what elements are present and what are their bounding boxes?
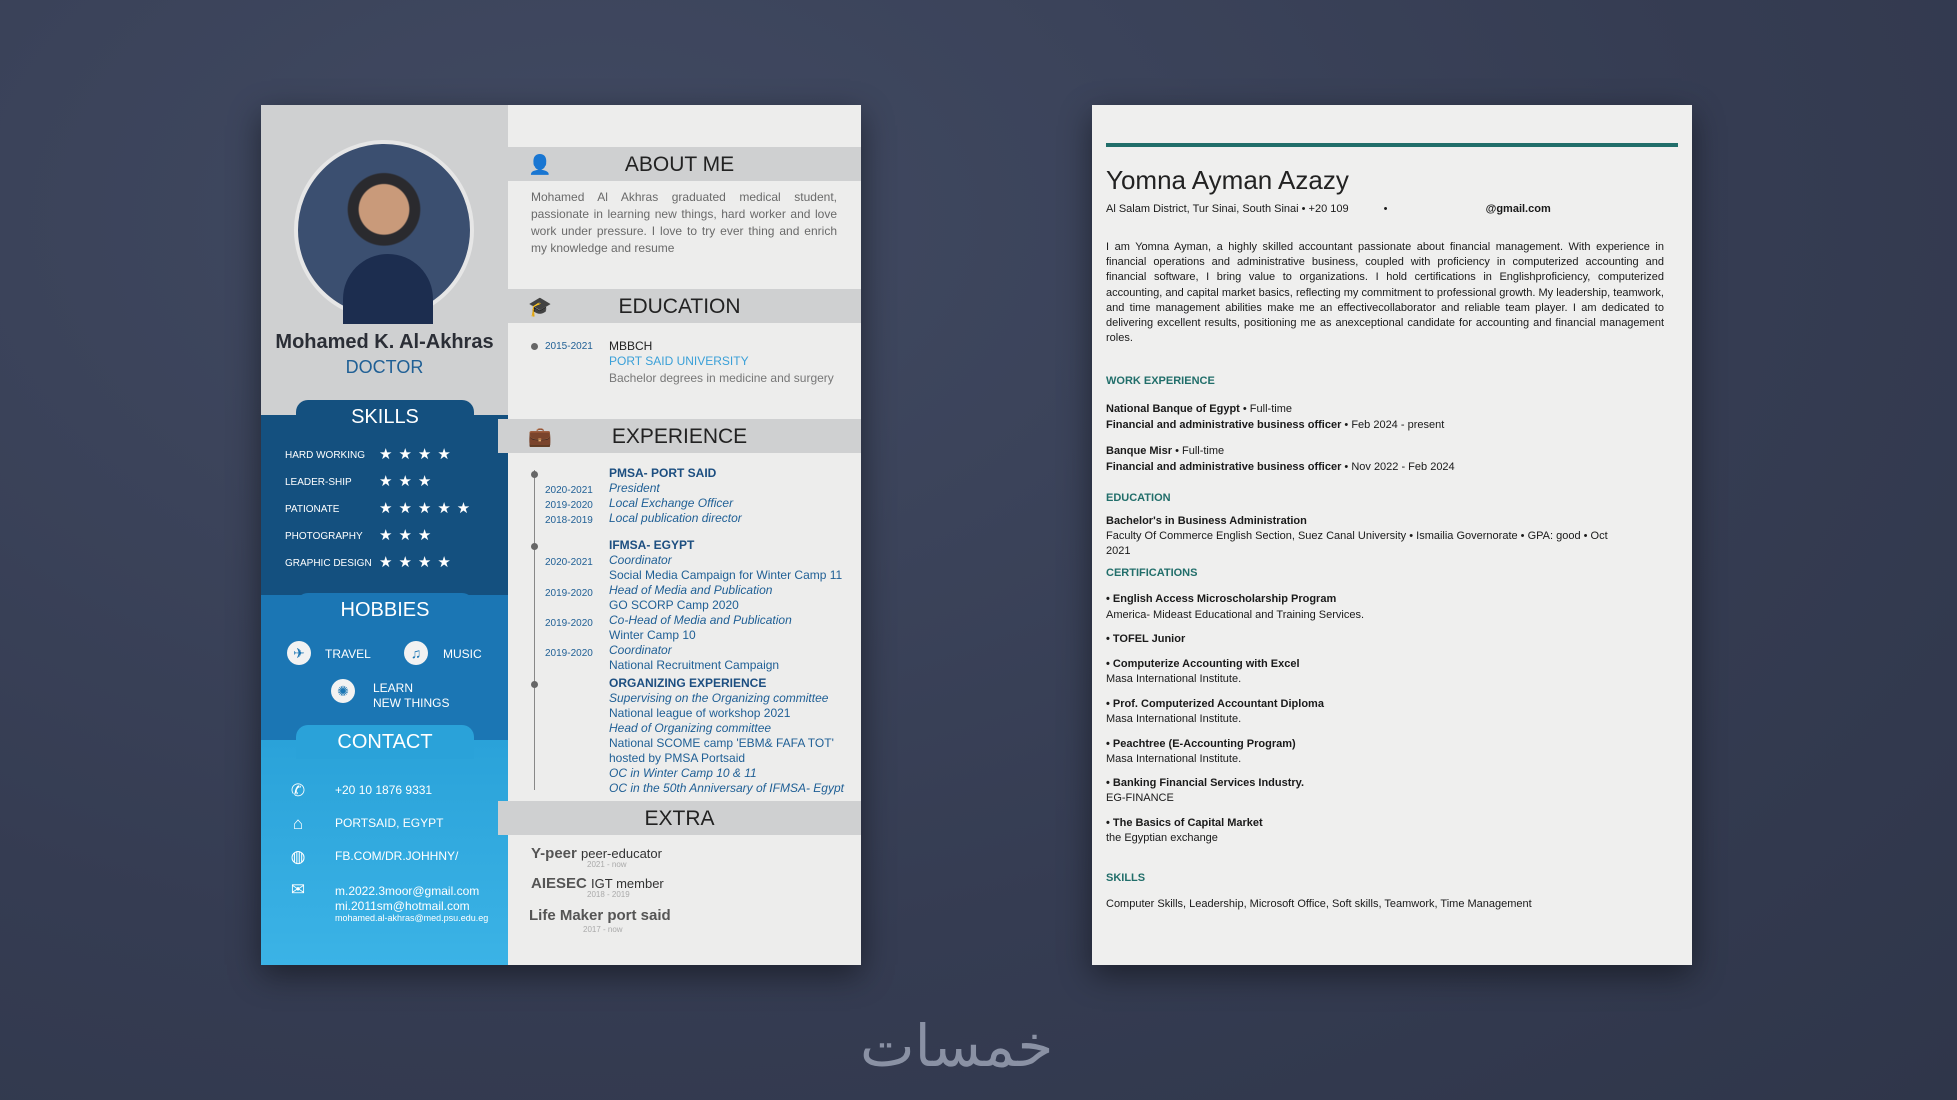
extra-role: IGT member xyxy=(591,876,664,891)
cert-org: Masa International Institute. xyxy=(1106,753,1242,765)
skill-stars: ★★★★ xyxy=(379,554,457,571)
skills-title: SKILLS xyxy=(1106,872,1146,884)
timeline-dot xyxy=(531,471,538,478)
exp-org-item: OC in the 50th Anniversary of IFMSA- Egypt xyxy=(609,781,844,795)
job-dates: • Nov 2022 - Feb 2024 xyxy=(1341,461,1455,473)
exp-org-item: Supervising on the Organizing committee xyxy=(609,691,829,705)
exp-desc: National Recruitment Campaign xyxy=(609,658,780,672)
person-icon: 👤 xyxy=(528,155,552,176)
cert-org: Masa International Institute. xyxy=(1106,713,1242,725)
exp-org: PMSA- PORT SAID xyxy=(609,466,717,480)
job-org: National Banque of Egypt xyxy=(1106,403,1240,415)
hobby-learn: LEARN xyxy=(373,681,414,695)
job-type: • Full-time xyxy=(1239,403,1292,415)
skill-label: PATIONATE xyxy=(285,504,340,515)
skill-label: HARD WORKING xyxy=(285,450,365,461)
exp-desc: GO SCORP Camp 2020 xyxy=(609,598,739,612)
exp-role: Local publication director xyxy=(609,511,742,525)
extra-years: 2018 - 2019 xyxy=(587,890,630,899)
about-band xyxy=(498,147,861,181)
contact-address: PORTSAID, EGYPT xyxy=(335,816,444,830)
job-dates: • Feb 2024 - present xyxy=(1341,419,1445,431)
cert-name: • Banking Financial Services Industry. xyxy=(1106,777,1305,789)
exp-role: Co-Head of Media and Publication xyxy=(609,613,792,627)
exp-year: 2020-2021 xyxy=(545,485,593,496)
cert-title: CERTIFICATIONS xyxy=(1106,567,1198,579)
exp-year: 2020-2021 xyxy=(545,557,593,568)
skills-list: Computer Skills, Leadership, Microsoft Office, Soft skills, Teamwork, Time Management xyxy=(1106,898,1532,910)
cert-name: • The Basics of Capital Market xyxy=(1106,817,1263,829)
exp-desc: Social Media Campaign for Winter Camp 11 xyxy=(609,568,843,582)
graduation-cap-icon: 🎓 xyxy=(528,297,552,318)
briefcase-icon: 💼 xyxy=(528,427,552,448)
contact-web: FB.COM/DR.JOHHNY/ xyxy=(335,849,459,863)
skills-title: SKILLS xyxy=(296,400,474,434)
cert-org: EG-FINANCE xyxy=(1106,792,1174,804)
exp-org-item: hosted by PMSA Portsaid xyxy=(609,751,746,765)
skill-label: PHOTOGRAPHY xyxy=(285,531,363,542)
person-name: Yomna Ayman Azazy xyxy=(1106,165,1349,195)
contact-line: Al Salam District, Tur Sinai, South Sinai • +20 109 • @gmail.com xyxy=(1106,203,1551,215)
brain-icon: ✺ xyxy=(331,679,355,703)
summary-text: I am Yomna Ayman, a highly skilled accountant passionate about financial management. With experience in financial operations and administrative business, coupled with proficiency in computerized accounting and financial software, I bring value to organizations. I hold certifications in Englishproficiency, computerized accounting, and capital market basics, reflecting my commitment to professional growth. My leadership, teamwork, and time management abilities make me an effectivecollaborator and reliable team player. I am dedicated to delivering excellent results, positioning me as anexceptional candidate for accounting and financial management roles. xyxy=(1106,241,1664,345)
cert-name: • English Access Microscholarship Program xyxy=(1106,593,1337,605)
contact-phone: +20 10 1876 9331 xyxy=(335,783,433,797)
exp-org-item: National SCOME camp 'EBM& FAFA TOT' xyxy=(609,736,834,750)
hobby-music: MUSIC xyxy=(443,647,482,661)
edu-desc: Bachelor degrees in medicine and surgery xyxy=(609,371,834,385)
cert-org: America- Mideast Educational and Training Services. xyxy=(1106,609,1365,621)
about-title: ABOUT ME xyxy=(624,153,735,176)
exp-org: IFMSA- EGYPT xyxy=(609,538,695,552)
resume-accountant xyxy=(1092,105,1692,965)
exp-org-item: Head of Organizing committee xyxy=(609,721,772,735)
contact-title: CONTACT xyxy=(296,725,474,759)
exp-org-item: OC in Winter Camp 10 & 11 xyxy=(609,766,757,780)
cert-name: • Prof. Computerized Accountant Diploma xyxy=(1106,698,1324,710)
khamsat-logo: خمسات xyxy=(860,1012,1054,1080)
skill-stars: ★★★★ xyxy=(379,446,457,463)
work-title: WORK EXPERIENCE xyxy=(1106,375,1215,387)
home-icon: ⌂ xyxy=(292,814,304,833)
edu-school: PORT SAID UNIVERSITY xyxy=(609,354,749,368)
header-rule xyxy=(1106,143,1678,147)
person-name: Mohamed K. Al-Akhras xyxy=(275,331,494,353)
timeline-dot xyxy=(531,681,538,688)
skill-label: LEADER-SHIP xyxy=(285,477,352,488)
job-role: Financial and administrative business officer xyxy=(1106,419,1342,431)
exp-year: 2019-2020 xyxy=(545,648,593,659)
extra-role: peer-educator xyxy=(581,846,662,861)
extra-org: AIESEC xyxy=(531,875,587,892)
exp-role: President xyxy=(609,481,660,495)
edu-degree: MBBCH xyxy=(609,339,653,353)
extra-band xyxy=(498,801,861,835)
edu-years: 2015-2021 xyxy=(545,341,593,352)
skill-stars: ★★★ xyxy=(379,473,438,490)
cert-name: • Peachtree (E-Accounting Program) xyxy=(1106,738,1296,750)
hobby-travel: TRAVEL xyxy=(325,647,371,661)
exp-role: Local Exchange Officer xyxy=(609,496,734,510)
cert-org: Masa International Institute. xyxy=(1106,673,1242,685)
edu-line: Faculty Of Commerce English Section, Suez Canal University • Ismailia Governorate • GPA: good • Oct xyxy=(1106,530,1608,542)
exp-year: 2019-2020 xyxy=(545,500,593,511)
exp-desc: Winter Camp 10 xyxy=(609,628,696,642)
music-icon: ♫ xyxy=(404,641,428,665)
cert-org: the Egyptian exchange xyxy=(1106,832,1218,844)
extra-years: 2021 - now xyxy=(587,860,627,869)
resume-doctor xyxy=(261,105,861,965)
extra-title: EXTRA xyxy=(644,807,715,830)
person-role: DOCTOR xyxy=(345,357,424,377)
exp-year: 2019-2020 xyxy=(545,618,593,629)
resume-sidebar xyxy=(261,105,508,965)
contact-address: Al Salam District, Tur Sinai, South Sinai • +20 109 xyxy=(1106,203,1349,215)
exp-org: ORGANIZING EXPERIENCE xyxy=(609,676,767,690)
skill-stars: ★★★★★ xyxy=(379,500,477,517)
contact-email-2: mi.2011sm@hotmail.com xyxy=(335,899,470,913)
cert-name: • TOFEL Junior xyxy=(1106,633,1186,645)
experience-band xyxy=(498,419,861,453)
exp-role: Coordinator xyxy=(609,553,672,567)
extra-org: Life Maker port said xyxy=(529,907,671,924)
timeline-dot xyxy=(531,343,538,350)
contact-email-3: mohamed.al-akhras@med.psu.edu.eg xyxy=(335,913,489,923)
phone-icon: ✆ xyxy=(290,781,306,800)
edu-line: 2021 xyxy=(1106,545,1131,557)
globe-icon: ◍ xyxy=(290,847,306,866)
skill-stars: ★★★ xyxy=(379,527,438,544)
airplane-icon: ✈ xyxy=(287,641,311,665)
edu-degree: Bachelor's in Business Administration xyxy=(1106,515,1307,527)
experience-title: EXPERIENCE xyxy=(611,425,748,448)
profile-photo xyxy=(294,140,474,320)
cert-name: • Computerize Accounting with Excel xyxy=(1106,658,1300,670)
job-org: Banque Misr xyxy=(1106,445,1173,457)
job-type: • Full-time xyxy=(1172,445,1225,457)
exp-role: Head of Media and Publication xyxy=(609,583,773,597)
contact-email-1: m.2022.3moor@gmail.com xyxy=(335,884,480,898)
education-band xyxy=(498,289,861,323)
timeline-line xyxy=(534,470,535,790)
job-role: Financial and administrative business officer xyxy=(1106,461,1342,473)
hobby-learn-2: NEW THINGS xyxy=(373,696,450,710)
exp-org-item: National league of workshop 2021 xyxy=(609,706,791,720)
education-title: EDUCATION xyxy=(1106,492,1171,504)
exp-role: Coordinator xyxy=(609,643,672,657)
skill-label: GRAPHIC DESIGN xyxy=(285,558,372,569)
mail-icon: ✉ xyxy=(290,880,306,899)
timeline-dot xyxy=(531,543,538,550)
education-title: EDUCATION xyxy=(618,295,741,318)
contact-email: @gmail.com xyxy=(1485,203,1551,215)
exp-year: 2018-2019 xyxy=(545,515,593,526)
about-text: Mohamed Al Akhras graduated medical student, passionate in learning new things, hard worker and love work under pressure. I love to try ever thing and enrich my knowledge and resume xyxy=(531,190,837,255)
extra-org: Y-peer xyxy=(531,845,577,862)
hobbies-title: HOBBIES xyxy=(296,593,474,627)
exp-year: 2019-2020 xyxy=(545,588,593,599)
extra-years: 2017 - now xyxy=(583,925,623,934)
